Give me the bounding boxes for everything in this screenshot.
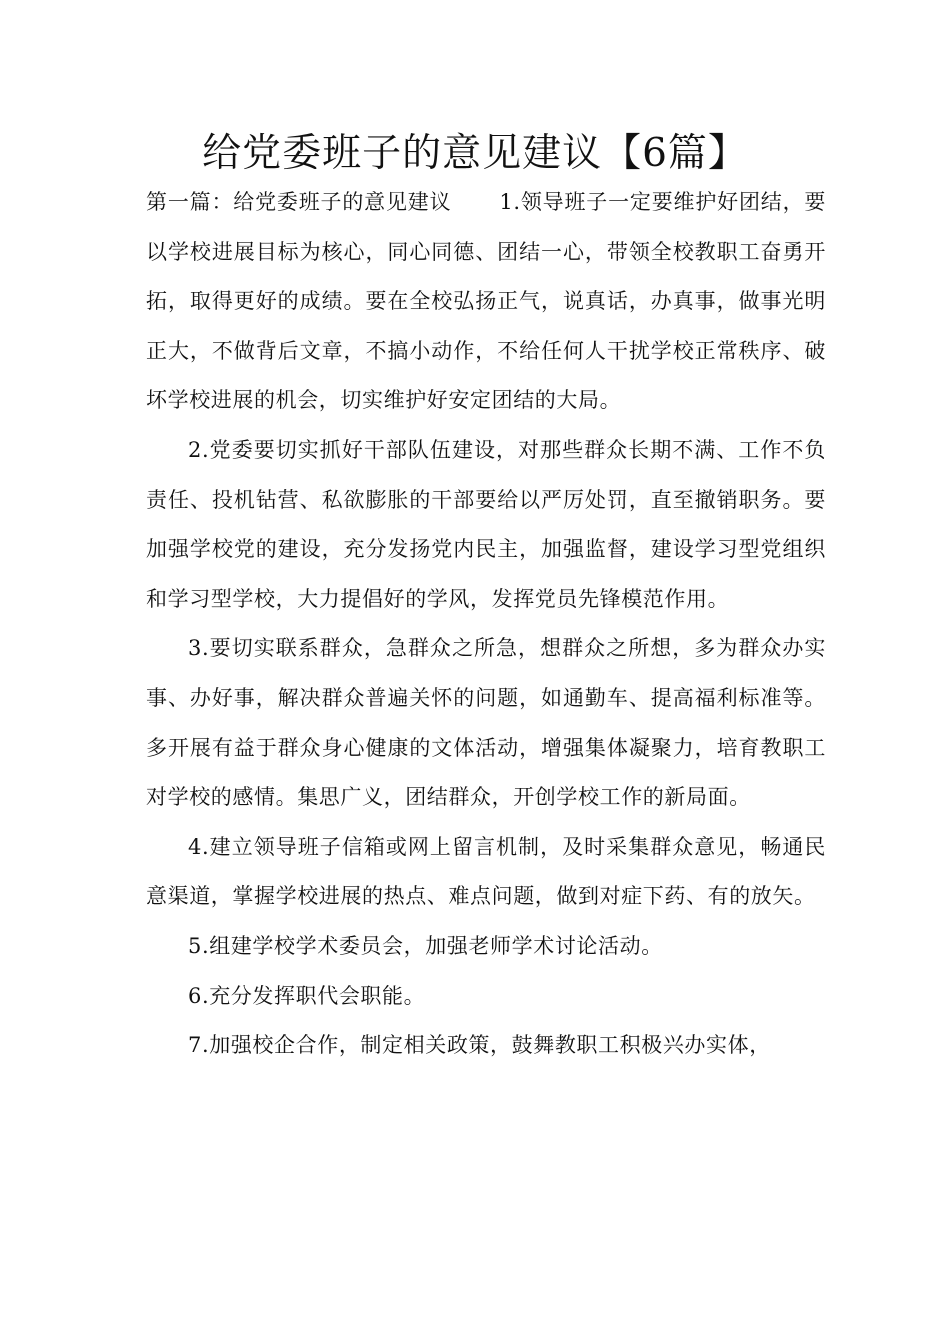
section-label: 第一篇：给党委班子的意见建议 xyxy=(146,190,452,214)
paragraph-6: 6.充分发挥职代会职能。 xyxy=(188,983,426,1008)
document-title: 给党委班子的意见建议【6篇】 xyxy=(202,131,748,176)
paragraph-3: 3.要切实联系群众，急群众之所急，想群众之所想，多为群众办实事、办好事，解决群众普遍关怀的问题，如通勤车、提高福利标准等。多开展有益于群众身心健康的文体活动，增强集体凝聚力，培育教职工对学校的感情。集思广义，团结群众，开创学校工作的新局面。 xyxy=(146,636,826,810)
paragraph-7: 7.加强校企合作，制定相关政策，鼓舞教职工积极兴办实体， xyxy=(188,1033,771,1058)
document-body xyxy=(146,178,826,1071)
paragraph-5: 5.组建学校学术委员会，加强老师学术讨论活动。 xyxy=(188,933,663,958)
paragraph-1-text: 1.领导班子一定要维护好团结，要以学校进展目标为核心，同心同德、团结一心，带领全校教职工奋勇开拓，取得更好的成绩。要在全校弘扬正气，说真话，办真事，做事光明正大，不做背后文章，不搞小动作，不给任何人干扰学校正常秩序、破坏学校进展的机会，切实维护好安定团结的大局。 xyxy=(146,190,826,413)
paragraph-2: 2.党委要切实抓好干部队伍建设，对那些群众长期不满、工作不负责任、投机钻营、私欲膨胀的干部要给以严厉处罚，直至撤销职务。要加强学校党的建设，充分发扬党内民主，加强监督，建设学习型党组织和学习型学校，大力提倡好的学风，发挥党员先锋模范作用。 xyxy=(146,437,826,611)
paragraph-1 xyxy=(146,178,826,426)
paragraph-4: 4.建立领导班子信箱或网上留言机制，及时采集群众意见，畅通民意渠道，掌握学校进展的热点、难点问题，做到对症下药、有的放矢。 xyxy=(146,834,826,909)
